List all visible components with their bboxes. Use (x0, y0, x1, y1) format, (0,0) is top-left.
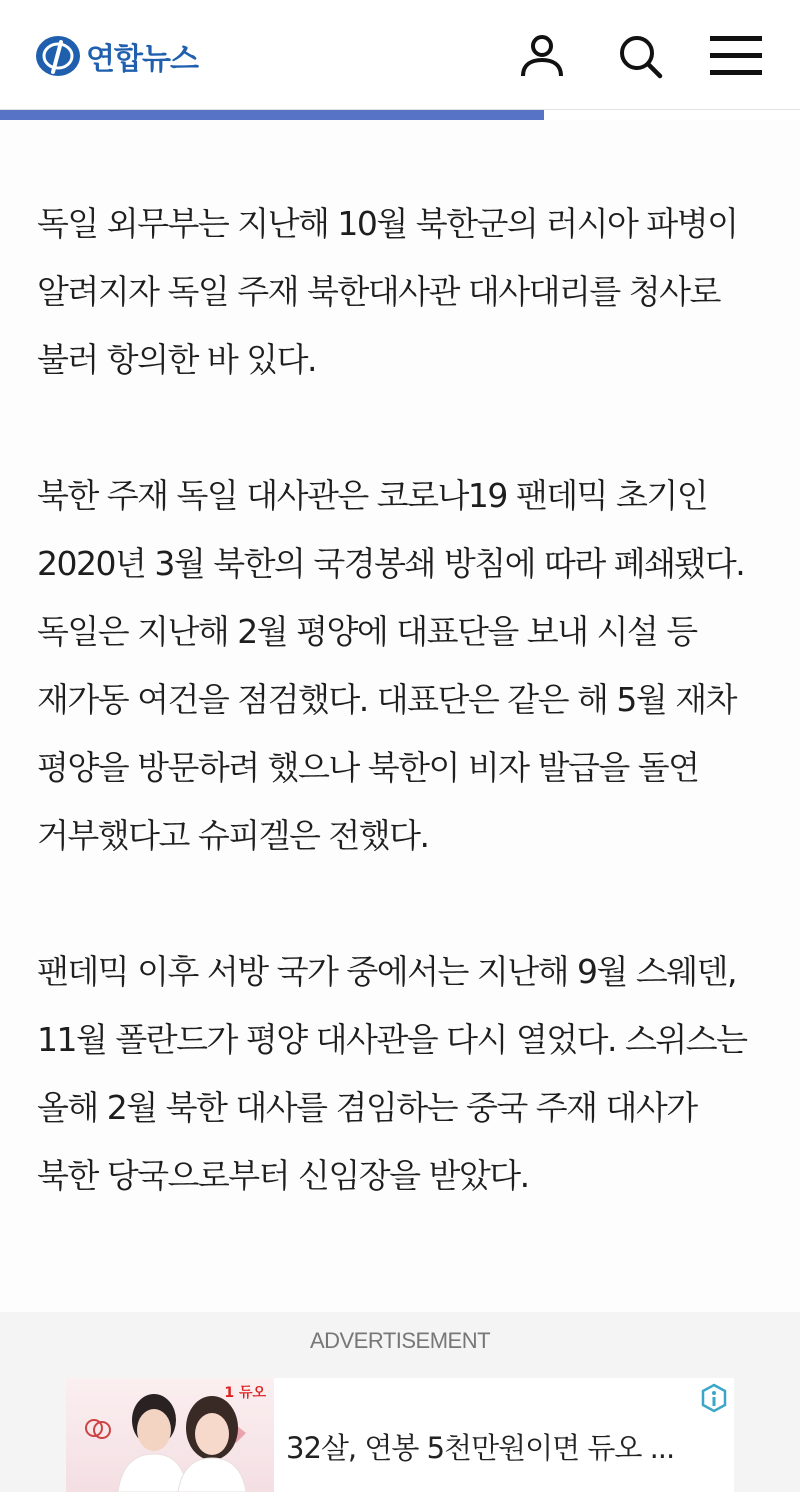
ad-info-button[interactable] (698, 1382, 730, 1414)
user-icon (518, 32, 566, 80)
info-icon (698, 1382, 730, 1414)
article-paragraph: 독일 외무부는 지난해 10월 북한군의 러시아 파병이 알려지자 독일 주재 북한대사관 대사대리를 청사로 불러 항의한 바 있다. (37, 204, 738, 379)
ad-title[interactable]: 32살, 연봉 5천만원이면 듀오 ... (286, 1431, 675, 1465)
yonhap-logo-icon (34, 32, 82, 80)
advertisement-label: ADVERTISEMENT (309, 1328, 491, 1353)
ad-card[interactable] (66, 1378, 734, 1492)
menu-button[interactable] (708, 28, 764, 84)
ad-brand-label: 1 듀오 (224, 1385, 266, 1401)
site-logo[interactable] (34, 30, 198, 82)
article-body (37, 190, 753, 1210)
reading-progress-bar (0, 110, 800, 120)
article-paragraph: 팬데믹 이후 서방 국가 중에서는 지난해 9월 스웨덴, 11월 폴란드가 평양 대사관을 다시 열었다. 스위스는 올해 2월 북한 대사를 겸임하는 중국 주재 대사가 북한 당국으로부터 신임장을 받았다. (37, 952, 747, 1195)
search-icon (616, 32, 664, 80)
logo-text: 연합뉴스 (86, 42, 198, 77)
search-button[interactable] (612, 28, 668, 84)
user-button[interactable] (514, 28, 570, 84)
reading-progress-fill (0, 110, 544, 120)
article-paragraph: 북한 주재 독일 대사관은 코로나19 팬데믹 초기인 2020년 3월 북한의 국경봉쇄 방침에 따라 폐쇄됐다. 독일은 지난해 2월 평양에 대표단을 보내 시설 등 재가동 여건을 점검했다. 대표단은 같은 해 5월 재차 평양을 방문하려 했으나 북한이 비자 발급을 돌연 거부했다고 슈피겔은 전했다. (37, 476, 745, 855)
ad-thumbnail[interactable] (66, 1378, 274, 1492)
site-header (0, 0, 800, 110)
advertisement-section (0, 1312, 800, 1492)
hamburger-menu-icon (708, 32, 764, 80)
